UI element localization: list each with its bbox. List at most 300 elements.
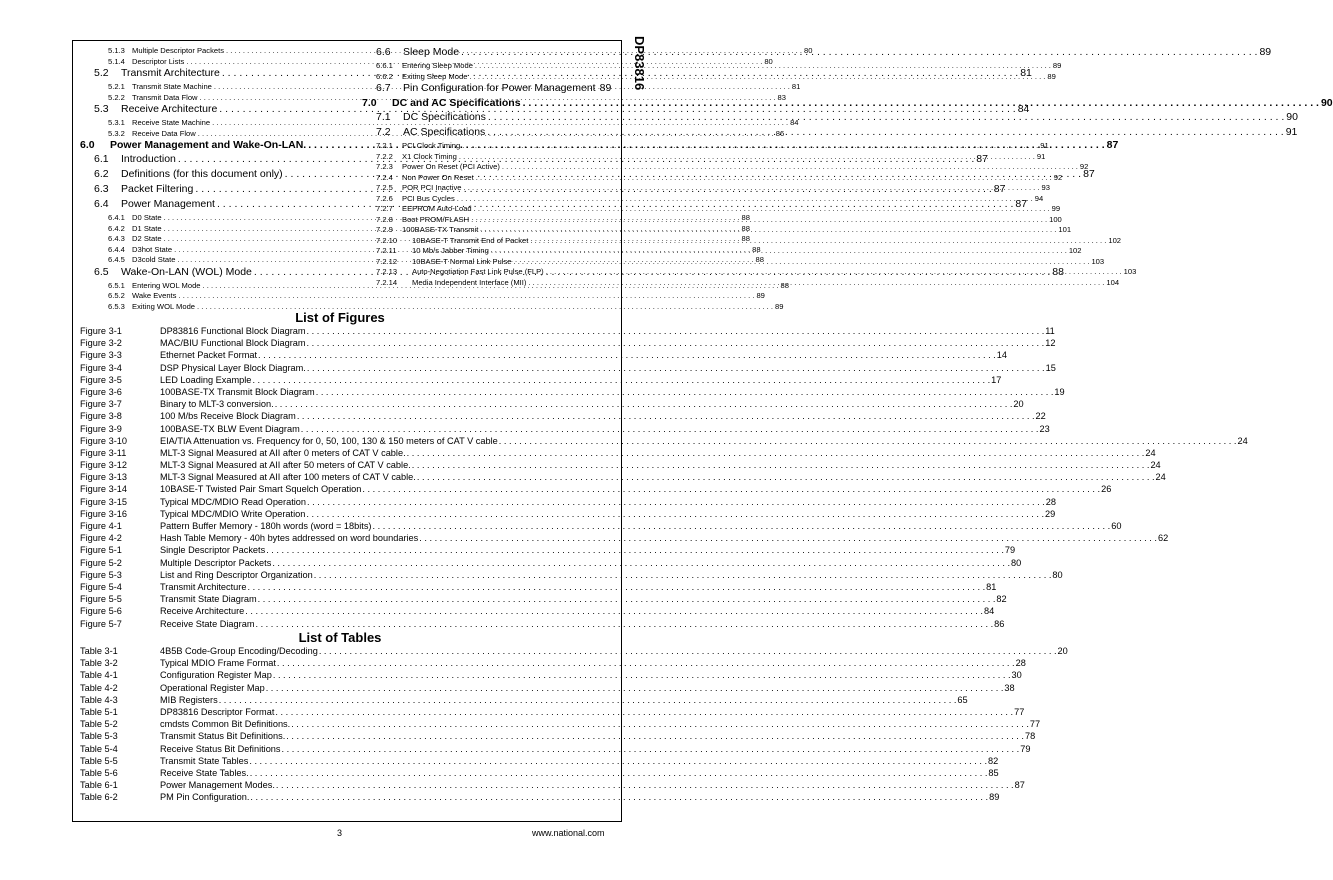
- toc-section-title: Power On Reset (PCI Active): [402, 162, 500, 171]
- toc-section-number: 7.2.14: [376, 277, 398, 287]
- toc-section-title: DC Specifications: [403, 111, 486, 123]
- toc-leader-dots: [469, 72, 1045, 81]
- figure-entry[interactable]: [80, 362, 1056, 375]
- figure-title: Typical MDC/MDIO Read Operation: [160, 496, 307, 507]
- figure-leader-dots: [301, 424, 1039, 434]
- figure-entry[interactable]: [80, 594, 1007, 606]
- toc-section-title: Receive Architecture: [121, 103, 218, 115]
- toc-leader-dots: [471, 215, 1047, 224]
- table-title: Power Management Modes.: [160, 780, 275, 791]
- toc-section-title: Introduction: [121, 153, 176, 165]
- toc-section-title: Boot PROM/FLASH: [402, 214, 470, 224]
- figure-page-number: 60: [1111, 521, 1122, 531]
- toc-page-number: 91: [1040, 141, 1049, 150]
- toc-section-number: 6.5.1: [108, 280, 125, 290]
- figure-page-number: 28: [1045, 496, 1056, 507]
- toc-section-title: Power Management: [121, 198, 215, 210]
- figure-entry[interactable]: [80, 569, 1063, 582]
- figure-title: List and Ring Descriptor Organization: [160, 569, 313, 580]
- toc-section-number: 6.6: [376, 46, 391, 58]
- toc-section-number: 6.5: [94, 265, 109, 278]
- toc-leader-dots: [464, 183, 1040, 192]
- toc-section-number: 7.2.6: [376, 193, 393, 203]
- figure-leader-dots: [373, 521, 1111, 531]
- figure-label: Figure 3-3: [80, 350, 122, 361]
- toc-page-number: 89: [1259, 46, 1272, 58]
- toc-page-number: 84: [1017, 103, 1030, 115]
- figure-entry[interactable]: [80, 508, 1056, 521]
- figure-title: DSP Physical Layer Block Diagram.: [160, 362, 306, 373]
- toc-section-number: 6.4.4: [108, 244, 125, 254]
- table-label: Table 4-2: [80, 682, 118, 693]
- toc-section-number: 6.4: [94, 198, 109, 210]
- table-entry[interactable]: [80, 743, 1031, 756]
- figure-leader-dots: [307, 363, 1045, 373]
- figure-label: Figure 3-8: [80, 411, 122, 422]
- table-page-number: 87: [1014, 780, 1025, 791]
- figure-title: MLT-3 Signal Measured at AII after 50 meters of CAT V cable.: [160, 460, 411, 471]
- toc-page-number: 92: [1053, 172, 1063, 182]
- figure-title: MAC/BIU Functional Block Diagram: [160, 338, 306, 349]
- figure-entry[interactable]: [80, 484, 1112, 496]
- toc-page-number: 80: [764, 56, 773, 66]
- toc-section-title: PCI Clock Timing: [402, 141, 461, 150]
- figure-label: Figure 4-1: [80, 521, 122, 531]
- table-title: PM Pin Configuration.: [160, 792, 250, 803]
- toc-section-title: D3cold State: [132, 255, 176, 264]
- figure-page-number: 12: [1045, 338, 1056, 349]
- toc-section-title: 10 Mb/s Jabber Timing: [412, 246, 489, 255]
- figure-entry[interactable]: [80, 606, 995, 618]
- toc-section-title: Auto-Negotiation Fast Link Pulse (FLP): [412, 267, 544, 276]
- figure-leader-dots: [419, 533, 1157, 543]
- toc-section-number: 7.2.3: [376, 162, 393, 171]
- figure-label: Figure 3-13: [80, 472, 127, 483]
- table-page-number: 82: [988, 755, 999, 766]
- toc-section-title: DC and AC Specifications: [392, 97, 521, 109]
- toc-leader-dots: [546, 267, 1122, 276]
- toc-page-number: 81: [791, 82, 801, 91]
- figure-leader-dots: [266, 545, 1004, 555]
- toc-page-number: 89: [775, 301, 784, 311]
- toc-page-number: 86: [775, 128, 785, 138]
- table-label: Table 3-2: [80, 658, 118, 669]
- table-title: Receive Status Bit Definitions: [160, 743, 281, 754]
- figure-page-number: 26: [1101, 484, 1112, 495]
- table-title: DP83816 Descriptor Format: [160, 706, 275, 717]
- toc-page-number: 90: [1286, 111, 1298, 123]
- figure-label: Figure 3-5: [80, 374, 122, 385]
- toc-section-title: Transmit Data Flow: [132, 92, 198, 102]
- toc-leader-dots: [491, 246, 1067, 255]
- figure-label: Figure 3-14: [80, 484, 127, 495]
- figure-leader-dots: [252, 375, 990, 385]
- figure-entry[interactable]: [80, 386, 1065, 399]
- figure-title: Typical MDC/MDIO Write Operation: [160, 508, 306, 519]
- table-page-number: 77: [1014, 706, 1025, 717]
- website-footer: www.national.com: [532, 828, 605, 838]
- toc-page-number: 80: [804, 46, 813, 55]
- toc-entry[interactable]: [362, 172, 1063, 184]
- figure-entry[interactable]: [80, 533, 1169, 545]
- figure-page-number: 19: [1054, 386, 1065, 397]
- toc-page-number: 102: [1108, 235, 1122, 245]
- toc-section-title: Exiting Sleep Mode: [402, 71, 468, 81]
- table-entry[interactable]: [80, 767, 999, 780]
- list-of-figures-heading: List of Figures: [295, 310, 385, 325]
- figure-leader-dots: [316, 387, 1054, 397]
- figure-entry[interactable]: [80, 557, 1022, 570]
- toc-page-number: 94: [1034, 193, 1044, 203]
- figure-leader-dots: [272, 558, 1010, 568]
- toc-section-title: Wake-On-LAN (WOL) Mode: [121, 265, 252, 278]
- figure-page-number: 84: [983, 606, 995, 617]
- toc-section-title: Pin Configuration for Power Management: [403, 82, 596, 94]
- toc-section-number: 6.6.1: [376, 61, 393, 70]
- table-leader-dots: [276, 780, 1014, 790]
- table-entry[interactable]: [80, 731, 1036, 743]
- table-label: Table 5-1: [80, 706, 118, 717]
- table-entry[interactable]: [80, 694, 968, 707]
- figure-entry[interactable]: [80, 399, 1024, 411]
- toc-section-title: Entering Sleep Mode: [402, 61, 473, 70]
- toc-page-number: 88: [741, 213, 750, 222]
- toc-section-title: D3hot State: [132, 244, 173, 254]
- figure-leader-dots: [307, 497, 1045, 507]
- toc-page-number: 88: [755, 255, 764, 264]
- figure-title: LED Loading Example: [160, 374, 252, 385]
- toc-entry[interactable]: [362, 82, 610, 97]
- figure-label: Figure 5-6: [80, 606, 122, 617]
- figure-entry[interactable]: [80, 460, 1161, 472]
- figure-page-number: 23: [1039, 423, 1050, 434]
- table-label: Table 5-5: [80, 755, 118, 766]
- toc-section-title: AC Specifications: [403, 126, 486, 138]
- figure-leader-dots: [275, 399, 1013, 409]
- figure-leader-dots: [297, 411, 1035, 421]
- table-entry[interactable]: [80, 780, 1025, 792]
- figure-leader-dots: [412, 460, 1150, 470]
- toc-section-title: Exiting WOL Mode: [132, 301, 196, 311]
- toc-section-title: D1 State: [132, 223, 162, 233]
- toc-section-number: 5.3.1: [108, 118, 125, 127]
- figure-page-number: 24: [1150, 460, 1161, 471]
- figure-leader-dots: [417, 472, 1155, 482]
- toc-section-title: Transmit State Machine: [132, 82, 212, 91]
- table-label: Table 5-4: [80, 743, 118, 754]
- figure-label: Figure 5-3: [80, 569, 122, 580]
- figure-page-number: 82: [996, 594, 1007, 605]
- figure-label: Figure 5-5: [80, 594, 122, 605]
- toc-page-number: 103: [1091, 256, 1105, 266]
- figure-leader-dots: [258, 350, 996, 360]
- toc-section-number: 7.2.12: [376, 256, 398, 266]
- table-entry[interactable]: [80, 792, 1000, 804]
- figure-title: MLT-3 Signal Measured at AII after 100 meters of CAT V cable.: [160, 472, 416, 483]
- figure-entry[interactable]: [80, 338, 1056, 350]
- figure-leader-dots: [307, 326, 1045, 336]
- figure-leader-dots: [407, 448, 1145, 458]
- table-label: Table 5-6: [80, 767, 118, 778]
- toc-section-number: 7.2.11: [376, 246, 397, 255]
- toc-page-number: 83: [777, 92, 786, 102]
- toc-page-number: 88: [741, 234, 750, 243]
- figure-entry[interactable]: [80, 411, 1046, 423]
- table-page-number: 65: [957, 694, 968, 705]
- figure-entry[interactable]: [80, 326, 1055, 338]
- figure-entry[interactable]: [80, 545, 1016, 557]
- toc-section-title: Media Independent Interface (MII): [412, 277, 527, 287]
- figure-title: DP83816 Functional Block Diagram: [160, 326, 306, 336]
- toc-entry[interactable]: [362, 162, 1089, 173]
- toc-section-title: D0 State: [132, 213, 162, 222]
- toc-section-number: 6.4.3: [108, 234, 125, 243]
- figure-entry[interactable]: [80, 423, 1050, 436]
- toc-section-number: 6.3: [94, 183, 109, 195]
- toc-section-title: D2 State: [132, 234, 162, 243]
- figure-title: Transmit Architecture: [160, 581, 247, 592]
- toc-page-number: 88: [741, 223, 750, 233]
- figure-label: Figure 5-1: [80, 545, 122, 556]
- toc-section-number: 5.1.4: [108, 56, 125, 66]
- toc-page-number: 101: [1058, 225, 1072, 234]
- toc-leader-dots: [475, 61, 1051, 70]
- toc-section-title: 10BASE-T Transmit End of Packet: [412, 235, 529, 245]
- figure-label: Figure 3-7: [80, 399, 122, 410]
- toc-leader-dots: [457, 194, 1033, 203]
- table-leader-dots: [273, 670, 1011, 680]
- table-leader-dots: [291, 719, 1029, 729]
- figure-entry[interactable]: [80, 618, 1005, 631]
- list-of-tables-heading: List of Tables: [298, 630, 382, 645]
- toc-section-number: 7.2.2: [376, 151, 393, 161]
- toc-section-title: Definitions (for this document only): [121, 168, 283, 180]
- table-entry[interactable]: [80, 755, 999, 768]
- toc-section-number: 7.2.9: [376, 225, 393, 234]
- table-page-number: 79: [1020, 743, 1031, 754]
- table-title: Transmit Status Bit Definitions.: [160, 731, 286, 742]
- toc-section-title: Multiple Descriptor Packets: [132, 46, 225, 55]
- figure-page-number: 17: [991, 374, 1002, 385]
- figure-label: Figure 3-15: [80, 496, 127, 507]
- toc-page-number: 88: [780, 280, 789, 290]
- toc-page-number: 88: [752, 244, 761, 254]
- figure-page-number: 62: [1157, 533, 1169, 544]
- figure-title: Single Descriptor Packets: [160, 545, 266, 556]
- toc-section-number: 5.3.2: [108, 128, 125, 138]
- toc-section-number: 7.2.1: [376, 141, 393, 150]
- document-title: DP83816: [632, 36, 647, 91]
- toc-leader-dots: [462, 141, 1038, 150]
- table-page-number: 20: [1057, 646, 1068, 656]
- toc-section-title: Power Management and Wake-On-LAN.: [110, 139, 307, 151]
- toc-section-number: 6.5.2: [108, 291, 125, 300]
- figure-label: Figure 3-10: [80, 435, 127, 446]
- table-leader-dots: [266, 683, 1004, 693]
- figure-leader-dots: [499, 436, 1237, 446]
- table-label: Table 5-3: [80, 731, 118, 742]
- figure-label: Figure 4-2: [80, 533, 122, 544]
- figure-entry[interactable]: [80, 496, 1056, 509]
- toc-section-title: Transmit Architecture: [121, 67, 220, 79]
- table-leader-dots: [219, 695, 957, 705]
- table-title: 4B5B Code-Group Encoding/Decoding: [160, 646, 318, 656]
- toc-section-number: 6.4.5: [108, 255, 125, 264]
- toc-entry[interactable]: [80, 118, 799, 129]
- toc-page-number: 89: [599, 82, 612, 94]
- figure-page-number: 11: [1045, 326, 1055, 336]
- toc-leader-dots: [528, 278, 1104, 287]
- toc-page-number: 100: [1049, 214, 1062, 224]
- table-title: Transmit State Tables: [160, 755, 249, 766]
- toc-page-number: 84: [790, 118, 799, 127]
- toc-section-title: PCI Bus Cycles: [402, 193, 455, 203]
- figure-label: Figure 3-9: [80, 423, 122, 434]
- figure-entry[interactable]: [80, 435, 1248, 448]
- page-number: 3: [337, 828, 343, 838]
- toc-section-title: EEPROM Auto-Load: [402, 204, 472, 213]
- toc-section-number: 7.2.13: [376, 267, 398, 276]
- toc-section-number: 7.2.4: [376, 172, 393, 182]
- toc-page-number: 81: [1020, 67, 1032, 79]
- table-entry[interactable]: [80, 719, 1041, 731]
- figure-entry[interactable]: [80, 447, 1156, 460]
- toc-leader-dots: [488, 111, 1284, 123]
- toc-page-number: 103: [1123, 267, 1137, 276]
- table-title: Operational Register Map: [160, 682, 265, 693]
- table-label: Table 3-1: [80, 646, 118, 656]
- table-title: cmdsts Common Bit Definitions.: [160, 719, 291, 730]
- toc-page-number: 90: [1320, 97, 1333, 109]
- figure-title: Receive State Diagram: [160, 618, 255, 629]
- figure-entry[interactable]: [80, 521, 1122, 533]
- toc-section-number: 5.2.2: [108, 92, 125, 102]
- figure-label: Figure 3-12: [80, 460, 127, 471]
- toc-page-number: 92: [1079, 162, 1089, 171]
- figure-title: 10BASE-T Twisted Pair Smart Squelch Operation: [160, 484, 362, 495]
- toc-section-number: 7.2: [376, 126, 391, 138]
- table-title: Typical MDIO Frame Format: [160, 658, 276, 669]
- figure-page-number: 80: [1011, 557, 1022, 568]
- toc-leader-dots: [476, 173, 1052, 182]
- table-entry[interactable]: [80, 658, 1026, 670]
- figure-label: Figure 5-2: [80, 557, 122, 568]
- table-page-number: 30: [1011, 670, 1022, 681]
- figure-entry[interactable]: [80, 374, 1002, 387]
- table-entry[interactable]: [80, 706, 1025, 719]
- table-title: Configuration Register Map: [160, 670, 272, 681]
- table-label: Table 6-1: [80, 780, 118, 791]
- table-leader-dots: [249, 756, 987, 766]
- figure-title: Ethernet Packet Format: [160, 350, 258, 361]
- toc-leader-dots: [502, 162, 1078, 171]
- figure-label: Figure 3-11: [80, 447, 127, 458]
- figure-entry[interactable]: [80, 350, 1007, 362]
- toc-section-number: 6.0: [80, 139, 95, 151]
- toc-section-title: Non Power On Reset: [402, 172, 474, 182]
- toc-section-number: 7.1: [376, 111, 391, 123]
- table-page-number: 38: [1004, 682, 1015, 693]
- figure-title: 100 M/bs Receive Block Diagram: [160, 411, 296, 422]
- toc-section-number: 5.1.3: [108, 46, 125, 55]
- figure-title: EIA/TIA Attenuation vs. Frequency for 0, 50, 100, 130 & 150 meters of CAT V cable: [160, 435, 498, 446]
- figure-label: Figure 3-1: [80, 326, 122, 336]
- figure-leader-dots: [362, 484, 1100, 494]
- figure-title: 100BASE-TX Transmit Block Diagram: [160, 386, 315, 397]
- toc-section-number: 6.2: [94, 168, 109, 180]
- toc-page-number: 87: [1015, 198, 1028, 210]
- toc-section-number: 7.0: [362, 97, 377, 109]
- figure-label: Figure 3-6: [80, 386, 122, 397]
- toc-entry[interactable]: [80, 291, 765, 302]
- toc-page-number: 89: [1047, 71, 1056, 81]
- toc-page-number: 102: [1068, 246, 1082, 255]
- figure-page-number: 20: [1013, 399, 1024, 410]
- table-entry[interactable]: [80, 646, 1068, 658]
- toc-section-title: Receive Data Flow: [132, 128, 196, 138]
- table-entry[interactable]: [80, 682, 1015, 695]
- toc-leader-dots: [523, 97, 1319, 109]
- figure-page-number: 24: [1145, 447, 1156, 458]
- figure-label: Figure 5-4: [80, 581, 122, 592]
- figure-title: MLT-3 Signal Measured at AII after 0 meters of CAT V cable.: [160, 447, 406, 458]
- table-page-number: 28: [1015, 658, 1026, 669]
- toc-section-number: 6.7: [376, 82, 391, 94]
- table-leader-dots: [319, 646, 1057, 656]
- toc-section-number: 6.5.3: [108, 301, 125, 311]
- figure-leader-dots: [258, 594, 996, 604]
- figure-title: Pattern Buffer Memory - 180h words (word = 18bits): [160, 521, 372, 531]
- figure-entry[interactable]: [80, 581, 997, 594]
- toc-page-number: 91: [1285, 126, 1298, 138]
- table-page-number: 78: [1024, 731, 1036, 742]
- figure-label: Figure 3-4: [80, 362, 122, 373]
- toc-section-title: 100BASE-TX Transmit: [402, 225, 479, 234]
- figure-title: Receive Architecture: [160, 606, 245, 617]
- toc-leader-dots: [513, 257, 1089, 266]
- figure-entry[interactable]: [80, 472, 1166, 484]
- toc-section-title: Sleep Mode: [403, 46, 460, 58]
- figure-leader-dots: [307, 338, 1045, 348]
- table-title: Receive State Tables.: [160, 767, 249, 778]
- toc-section-number: 7.2.10: [376, 235, 398, 245]
- figure-page-number: 15: [1045, 362, 1056, 373]
- figure-page-number: 81: [986, 581, 997, 592]
- table-leader-dots: [282, 744, 1020, 754]
- figure-page-number: 29: [1045, 508, 1056, 519]
- toc-section-title: X1 Clock Timing: [402, 151, 457, 161]
- figure-title: Hash Table Memory - 40h bytes addressed on word boundaries: [160, 533, 419, 544]
- toc-entry[interactable]: [362, 141, 1049, 152]
- toc-leader-dots: [474, 204, 1050, 213]
- figure-title: Transmit State Diagram: [160, 594, 257, 605]
- toc-section-number: 7.2.7: [376, 204, 393, 213]
- figure-label: Figure 3-16: [80, 508, 127, 519]
- toc-section-number: 6.1: [94, 153, 109, 165]
- table-leader-dots: [286, 731, 1024, 741]
- table-entry[interactable]: [80, 670, 1022, 682]
- figure-page-number: 80: [1052, 569, 1063, 580]
- toc-leader-dots: [530, 236, 1106, 245]
- table-page-number: 85: [988, 767, 999, 778]
- figure-leader-dots: [306, 509, 1044, 519]
- figure-title: Binary to MLT-3 conversion.: [160, 399, 274, 410]
- figure-leader-dots: [255, 619, 993, 629]
- table-label: Table 4-3: [80, 694, 118, 705]
- toc-page-number: 104: [1106, 277, 1120, 287]
- toc-section-title: POR PCI Inactive: [402, 183, 462, 192]
- figure-leader-dots: [245, 606, 983, 616]
